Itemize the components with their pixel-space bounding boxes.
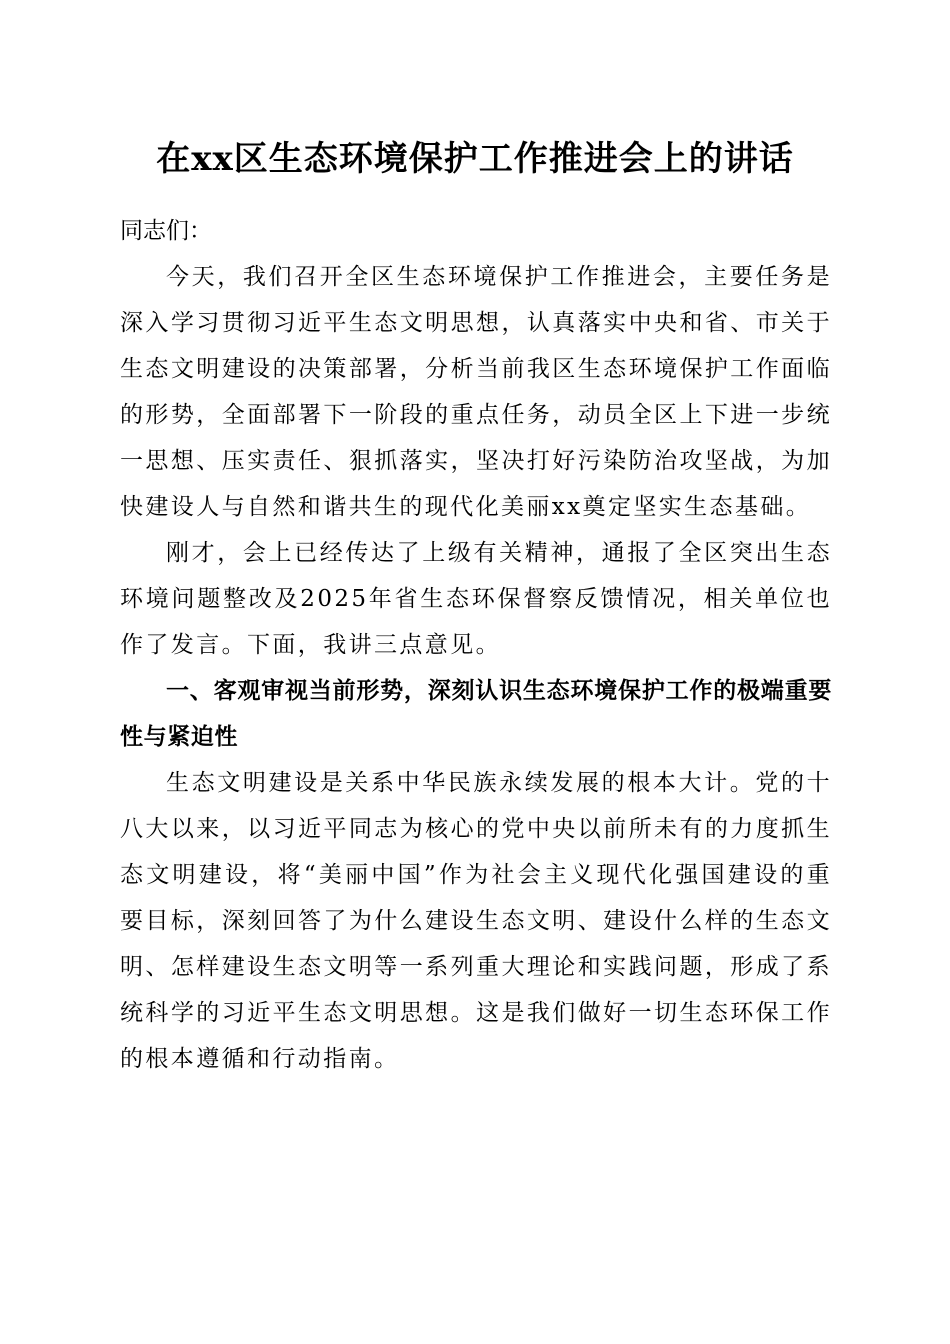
section-heading-1: 一、客观审视当前形势，深刻认识生态环境保护工作的极端重要性与紧迫性 [120, 678, 832, 750]
salutation: 同志们： [120, 218, 212, 244]
section-1-paragraph: 生态文明建设是关系中华民族永续发展的根本大计。党的十八大以来，以习近平同志为核心的党中央以前所未有的力度抓生态文明建设，将“美丽中国”作为社会主义现代化强国建设的重要目标，深刻回答了为什么建设生态文明、建设什么样的生态文明、怎样建设生态文明等一系列重大理论和实践问题，形成了系统科学的习近平生态文明思想。这是我们做好一切生态环保工作的根本遵循和行动指南。 [120, 770, 832, 1072]
paragraph-intro: 今天，我们召开全区生态环境保护工作推进会，主要任务是深入学习贯彻习近平生态文明思想，认真落实中央和省、市关于生态文明建设的决策部署，分析当前我区生态环境保护工作面临的形势，全面部署下一阶段的重点任务，动员全区上下进一步统一思想、压实责任、狠抓落实，坚决打好污染防治攻坚战，为加快建设人与自然和谐共生的现代化美丽xx奠定坚实生态基础。 [120, 264, 832, 520]
document-title: 在xx区生态环境保护工作推进会上的讲话 [156, 139, 794, 179]
document-body [120, 208, 832, 1082]
paragraph-agenda: 刚才，会上已经传达了上级有关精神，通报了全区突出生态环境问题整改及2025年省生态环保督察反馈情况，相关单位也作了发言。下面，我讲三点意见。 [120, 540, 832, 658]
